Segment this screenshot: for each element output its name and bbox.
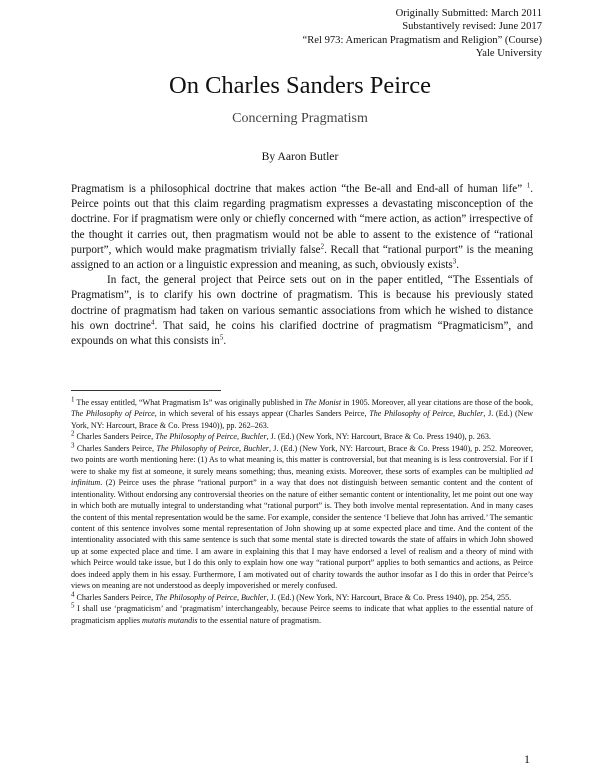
footnote-ref[interactable]: 1: [526, 181, 531, 190]
footnote-text: Charles Sanders Peirce,: [74, 432, 156, 442]
footnote-2: [71, 431, 533, 442]
paragraph-2: [71, 273, 533, 349]
footnote-text: , J. (Ed.) (New York, NY: Harcourt, Brace & Co. Press 1940)), pp. 262–263.: [71, 409, 534, 430]
footnote-ref[interactable]: 4: [150, 318, 155, 327]
footnote-text: to the essential nature of pragmatism.: [197, 615, 321, 625]
footnote-italic: ad infinitum: [71, 466, 533, 488]
footnote-number: 3: [71, 441, 75, 450]
footnote-number: 4: [71, 590, 75, 599]
paragraph-text: . Peirce points out that this claim regarding pragmatism expresses a devastating misconception of the doctrine. For if pragmatism were only or chiefly concerned with “mere action, as action” irrespective of the thought it carries out, then pragmatism would not be able to assent to the existence of “rational purport”, which would make pragmatism trivially false: [71, 183, 533, 256]
paragraph-text: Pragmatism is a philosophical doctrine that makes action “the Be-all and End-all of human life”: [71, 183, 523, 195]
footnote-italic: The Philosophy of Peirce, Buchler: [369, 409, 484, 419]
body-text: [71, 182, 533, 349]
footnote-text: The essay entitled, “What Pragmatism Is” was originally published in: [74, 398, 305, 407]
page-title: On Charles Sanders Peirce: [169, 72, 431, 99]
footnote-ref[interactable]: 5: [219, 333, 224, 342]
paragraph-text: . That said, he coins his clarified doctrine of pragmatism “Pragmaticism”, and expounds on what this consists in: [71, 319, 533, 348]
paragraph-text: .: [223, 335, 227, 348]
footnote-italic: mutatis mutandis: [142, 615, 198, 625]
footnote-1: [71, 397, 533, 431]
document-header: [303, 7, 542, 61]
page-number: 1: [524, 752, 530, 766]
footnote-number: 2: [71, 429, 75, 438]
footnote-italic: The Monist: [304, 398, 342, 407]
footnote-text: , in which several of his essays appear (Charles Sanders Peirce,: [154, 409, 370, 419]
page-subtitle: Concerning Pragmatism: [232, 111, 368, 126]
footnotes: [71, 397, 533, 626]
footnote-italic: The Philosophy of Peirce, Buchler: [156, 443, 269, 453]
header-course: “Rel 973: American Pragmatism and Religion” (Course): [302, 34, 542, 46]
header-submitted-date: Originally Submitted: March 2011: [395, 8, 542, 19]
footnote-number: 5: [71, 601, 75, 610]
footnote-text: I shall use ‘pragmaticism’ and ‘pragmatism’ interchangeably, because Peirce seems to indicate that what applies to the essential nature of pragmaticism applies: [71, 604, 533, 625]
footnote-text: in 1905. Moreover, all year citations are those of the book,: [341, 398, 534, 407]
paragraph-text: In fact, the general project that Peirce sets out on in the paper entitled, “The Essentials of Pragmatism”, is to clarify his own doctrine of pragmatism. This is because his previously stated doctrine of pragmatism had taken on various semantic associations from which he wished to distance his own doctrine: [71, 274, 533, 332]
footnote-text: . (2) Peirce uses the phrase “rational purport” in a way that does not distinguish between semantic content and the content of intentionality. Without endorsing any controversial theories on the nature of either semantic content or intentionality, let me point out one way in which both are mutually integral to understanding what “rational purport” is. They both involve mental representation. And in many cases the content of this mental representation would be the same. For example, consider the sentence ‘I believe that John has arrived.’ The semantic content of this sentence involves some mental representation of John showing up at some expected place and time. And the content of the intentionality associated with this same sentence is such that some mental state is directed towards the state of affairs in which John showed up at some expected place and time. I am aware in explaining this that I may have endorsed a level of realism and a theory of mind with which Peirce would take issue, but I do this only to explain how one way “rational purport” applies to both semantics and actions, as Peirce does indeed apply them in his essay. Furthermore, I am motivated out of charity towards the author insofar as I do this in order that Peirce’s views on meaning are not understood as deeply impoverished or merely confused.: [71, 478, 534, 591]
footnote-text: Charles Sanders Peirce,: [74, 592, 156, 602]
footnote-separator: [71, 390, 221, 391]
footnote-italic: The Philosophy of Peirce, Buchler: [155, 432, 267, 442]
footnote-text: , J. (Ed.) (New York, NY: Harcourt, Brace & Co. Press 1940), p. 263.: [266, 432, 491, 442]
footnote-text: Charles Sanders Peirce,: [74, 443, 157, 453]
footnote-italic: The Philosophy of Peirce: [71, 409, 155, 419]
header-institution: Yale University: [475, 48, 542, 60]
footnote-text: , J. (Ed.) (New York, NY: Harcourt, Brace & Co. Press 1940), pp. 254, 255.: [266, 592, 512, 602]
footnote-3: [71, 443, 533, 592]
footnote-4: [71, 592, 533, 603]
footnote-text: , J. (Ed.) (New York, NY: Harcourt, Brace & Co. Press 1940), p. 252. Moreover, two points are worth mentioning here: (1) As to what meaning is, this matter is controversial, but that meaning is is less controversial. For if I were to shake my fist at someone, it surely means something; thus, meaning exists. Moreover, these sorts of examples can be multiplied: [71, 443, 533, 476]
footnote-number: 1: [71, 395, 75, 404]
paragraph-text: . Recall that “rational purport” is the meaning assigned to an action or a linguistic expression and meaning, as such, obviously exists: [71, 243, 533, 272]
paragraph-text: .: [456, 259, 460, 272]
paragraph-1: [71, 182, 533, 273]
footnote-ref[interactable]: 2: [320, 242, 325, 251]
footnote-italic: The Philosophy of Peirce, Buchler: [155, 592, 267, 602]
footnote-5: [71, 603, 533, 626]
author-byline: By Aaron Butler: [261, 150, 339, 163]
header-revised-date: Substantively revised: June 2017: [402, 21, 542, 33]
footnote-ref[interactable]: 3: [452, 257, 457, 266]
